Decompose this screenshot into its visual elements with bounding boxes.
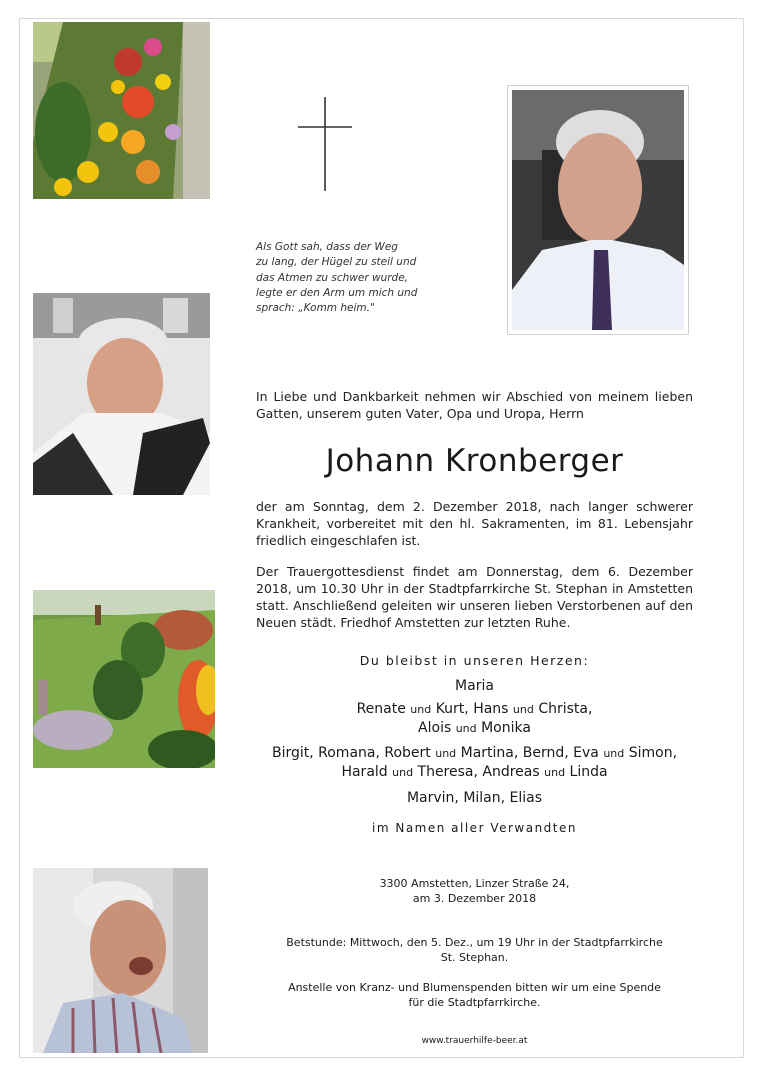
- family-conjunction: und: [410, 703, 432, 716]
- family-line-2: [256, 699, 693, 720]
- death-text: der am Sonntag, dem 2. Dezember 2018, nach langer schwerer Krankheit, vorbereitet mit den hl. Sakramenten, im 81. Lebensjahr friedlich eingeschlafen ist.: [256, 499, 693, 548]
- family-names: Maria: [455, 678, 494, 694]
- quote-line: legte er den Arm um mich und: [256, 286, 418, 299]
- portrait-photo-sitting: [33, 293, 210, 495]
- cemetery-garden-photo: [33, 590, 215, 768]
- relatives-line: im Namen aller Verwandten: [372, 821, 577, 835]
- prayer-hour-line: Betstunde: Mittwoch, den 5. Dez., um 19 Uhr in der Stadtpfarrkirche: [286, 936, 663, 949]
- quote-line: Als Gott sah, dass der Weg: [256, 241, 398, 253]
- notice-date: am 3. Dezember 2018: [412, 892, 537, 905]
- family-conjunction: und: [512, 703, 534, 716]
- family-names: Christa,: [538, 701, 593, 717]
- quote-line: das Atmen zu schwer wurde,: [256, 271, 409, 284]
- family-line-6: [256, 788, 693, 808]
- portrait-photo-laughing: [33, 868, 208, 1053]
- memorial-quote: [256, 240, 446, 316]
- family-conjunction: und: [455, 722, 477, 735]
- family-names: Monika: [481, 720, 531, 736]
- quote-line: sprach: „Komm heim.": [256, 302, 375, 315]
- donation-line-2: für die Stadtpfarrkirche.: [408, 996, 541, 1009]
- family-conjunction: und: [544, 766, 566, 779]
- family-names: Martina, Bernd, Eva: [460, 745, 599, 761]
- family-names: Marvin, Milan, Elias: [406, 790, 543, 806]
- family-line-4: [256, 743, 693, 764]
- deceased-name: Johann Kronberger: [325, 443, 624, 479]
- family-names: Linda: [569, 764, 608, 780]
- family-conjunction: und: [603, 747, 625, 760]
- website-link[interactable]: www.trauerhilfe-beer.at: [421, 1036, 528, 1046]
- family-names: Alois: [418, 720, 452, 736]
- address: 3300 Amstetten, Linzer Straße 24,: [379, 877, 570, 890]
- family-line-1: [256, 676, 693, 696]
- flower-bed-photo: [33, 22, 210, 199]
- family-names: Harald: [341, 764, 388, 780]
- donation-line: Anstelle von Kranz- und Blumenspenden bitten wir um eine Spende: [288, 981, 661, 994]
- cross-icon: [298, 97, 352, 191]
- family-conjunction: und: [392, 766, 414, 779]
- remain-heading: Du bleibst in unseren Herzen:: [359, 653, 590, 668]
- main-portrait-photo: [512, 90, 684, 330]
- family-conjunction: und: [435, 747, 457, 760]
- prayer-hour-line-2: St. Stephan.: [440, 951, 509, 964]
- quote-line: zu lang, der Hügel zu steil und: [256, 256, 417, 269]
- main-portrait-frame: [507, 85, 689, 335]
- family-names: Kurt, Hans: [435, 701, 509, 717]
- intro-text: In Liebe und Dankbarkeit nehmen wir Abschied von meinem lieben Gatten, unserem guten Vater, Opa und Uropa, Herrn: [256, 389, 693, 421]
- family-names: Birgit, Romana, Robert: [271, 745, 431, 761]
- funeral-text: Der Trauergottesdienst findet am Donnerstag, dem 6. Dezember 2018, um 10.30 Uhr in der Stadtpfarrkirche St. Stephan in Amstetten statt. Anschließend geleiten wir unseren lieben Verstorbenen auf den Neuen städt. Friedhof Amstetten zur letzten Ruhe.: [256, 564, 693, 630]
- family-names: Renate: [356, 701, 406, 717]
- family-line-5: [256, 762, 693, 783]
- family-names: Theresa, Andreas: [417, 764, 540, 780]
- family-line-3: [256, 718, 693, 739]
- family-names: Simon,: [628, 745, 678, 761]
